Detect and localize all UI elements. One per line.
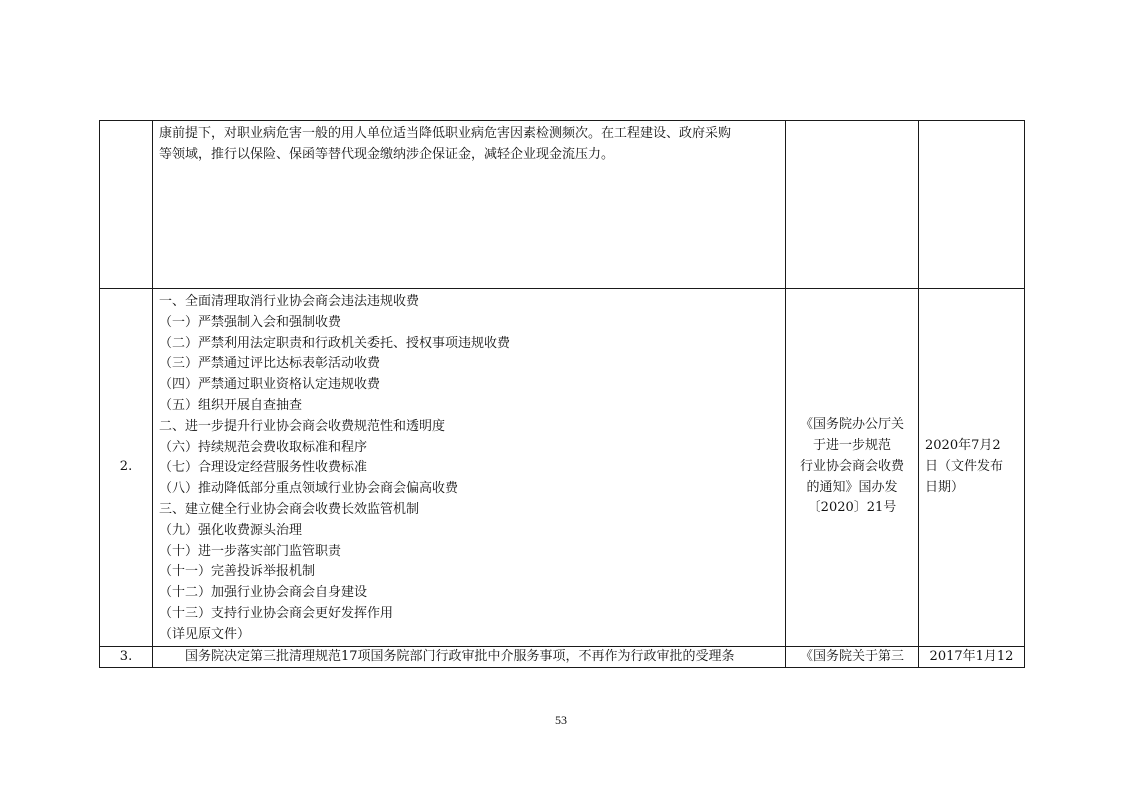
section-heading: 一、全面清理取消行业协会商会违法违规收费: [159, 294, 420, 309]
list-item: （四）严禁通过职业资格认定违规收费: [159, 377, 381, 393]
list-item: （八）推动降低部分重点领域行业协会商会偏高收费: [159, 481, 459, 497]
document-line: 行业协会商会收费: [799, 458, 904, 474]
list-item: （二）严禁利用法定职责和行政机关委托、授权事项违规收费: [159, 335, 511, 351]
list-item: （九）强化收费源头治理: [159, 522, 303, 538]
see-original-note: （详见原文件）: [159, 626, 251, 642]
row-date: [919, 289, 1025, 647]
list-item: （十一）完善投诉举报机制: [159, 564, 316, 580]
table-row: [100, 289, 1025, 647]
content-line: 康前提下，对职业病危害一般的用人单位适当降低职业病危害因素检测频次。在工程建设、政府采购: [159, 126, 732, 141]
row-document: [786, 121, 919, 289]
table-row: [100, 121, 1025, 289]
section-heading: 二、进一步提升行业协会商会收费规范性和透明度: [159, 418, 446, 434]
content-line: 国务院决定第三批清理规范17项国务院部门行政审批中介服务事项，不再作为行政审批的受理条: [185, 648, 735, 664]
list-item: （七）合理设定经营服务性收费标准: [159, 460, 368, 476]
document-line: 的通知》国办发: [806, 479, 898, 495]
date-line: 2020年7月2: [925, 438, 1001, 454]
list-item: （五）组织开展自查抽查: [159, 397, 303, 413]
list-item: （三）严禁通过评比达标表彰活动收费: [159, 356, 381, 372]
list-item: （一）严禁强制入会和强制收费: [159, 314, 342, 330]
document-line: 《国务院关于第三: [799, 648, 904, 664]
page-number: 53: [555, 713, 567, 727]
date-line: 日（文件发布: [925, 458, 1004, 474]
document-line: 于进一步规范: [812, 438, 891, 454]
row-content: [153, 289, 786, 647]
content-line: 等领域，推行以保险、保函等替代现金缴纳涉企保证金，减轻企业现金流压力。: [159, 146, 615, 162]
date-line: 日期）: [925, 479, 965, 495]
policy-table: [99, 120, 1025, 668]
date-line: 2017年1月12: [929, 648, 1014, 664]
row-number: [100, 121, 153, 289]
section-heading: 三、建立健全行业协会商会收费长效监管机制: [159, 501, 420, 517]
document-line: 《国务院办公厅关: [799, 417, 904, 433]
row-date: [919, 121, 1025, 289]
list-item: （六）持续规范会费收取标准和程序: [159, 439, 368, 455]
list-item: （十二）加强行业协会商会自身建设: [159, 585, 368, 601]
row-content: [153, 646, 786, 668]
row-document: [786, 646, 919, 668]
list-item: （十三）支持行业协会商会更好发挥作用: [159, 605, 394, 621]
row-document: [786, 289, 919, 647]
document-line: 〔2020〕21号: [807, 500, 897, 516]
list-item: （十）进一步落实部门监管职责: [159, 543, 342, 559]
row-date: [919, 646, 1025, 668]
row-number: 3.: [100, 646, 153, 668]
row-number: 2.: [100, 289, 153, 647]
table-row: [100, 646, 1025, 668]
row-content: [153, 121, 786, 289]
